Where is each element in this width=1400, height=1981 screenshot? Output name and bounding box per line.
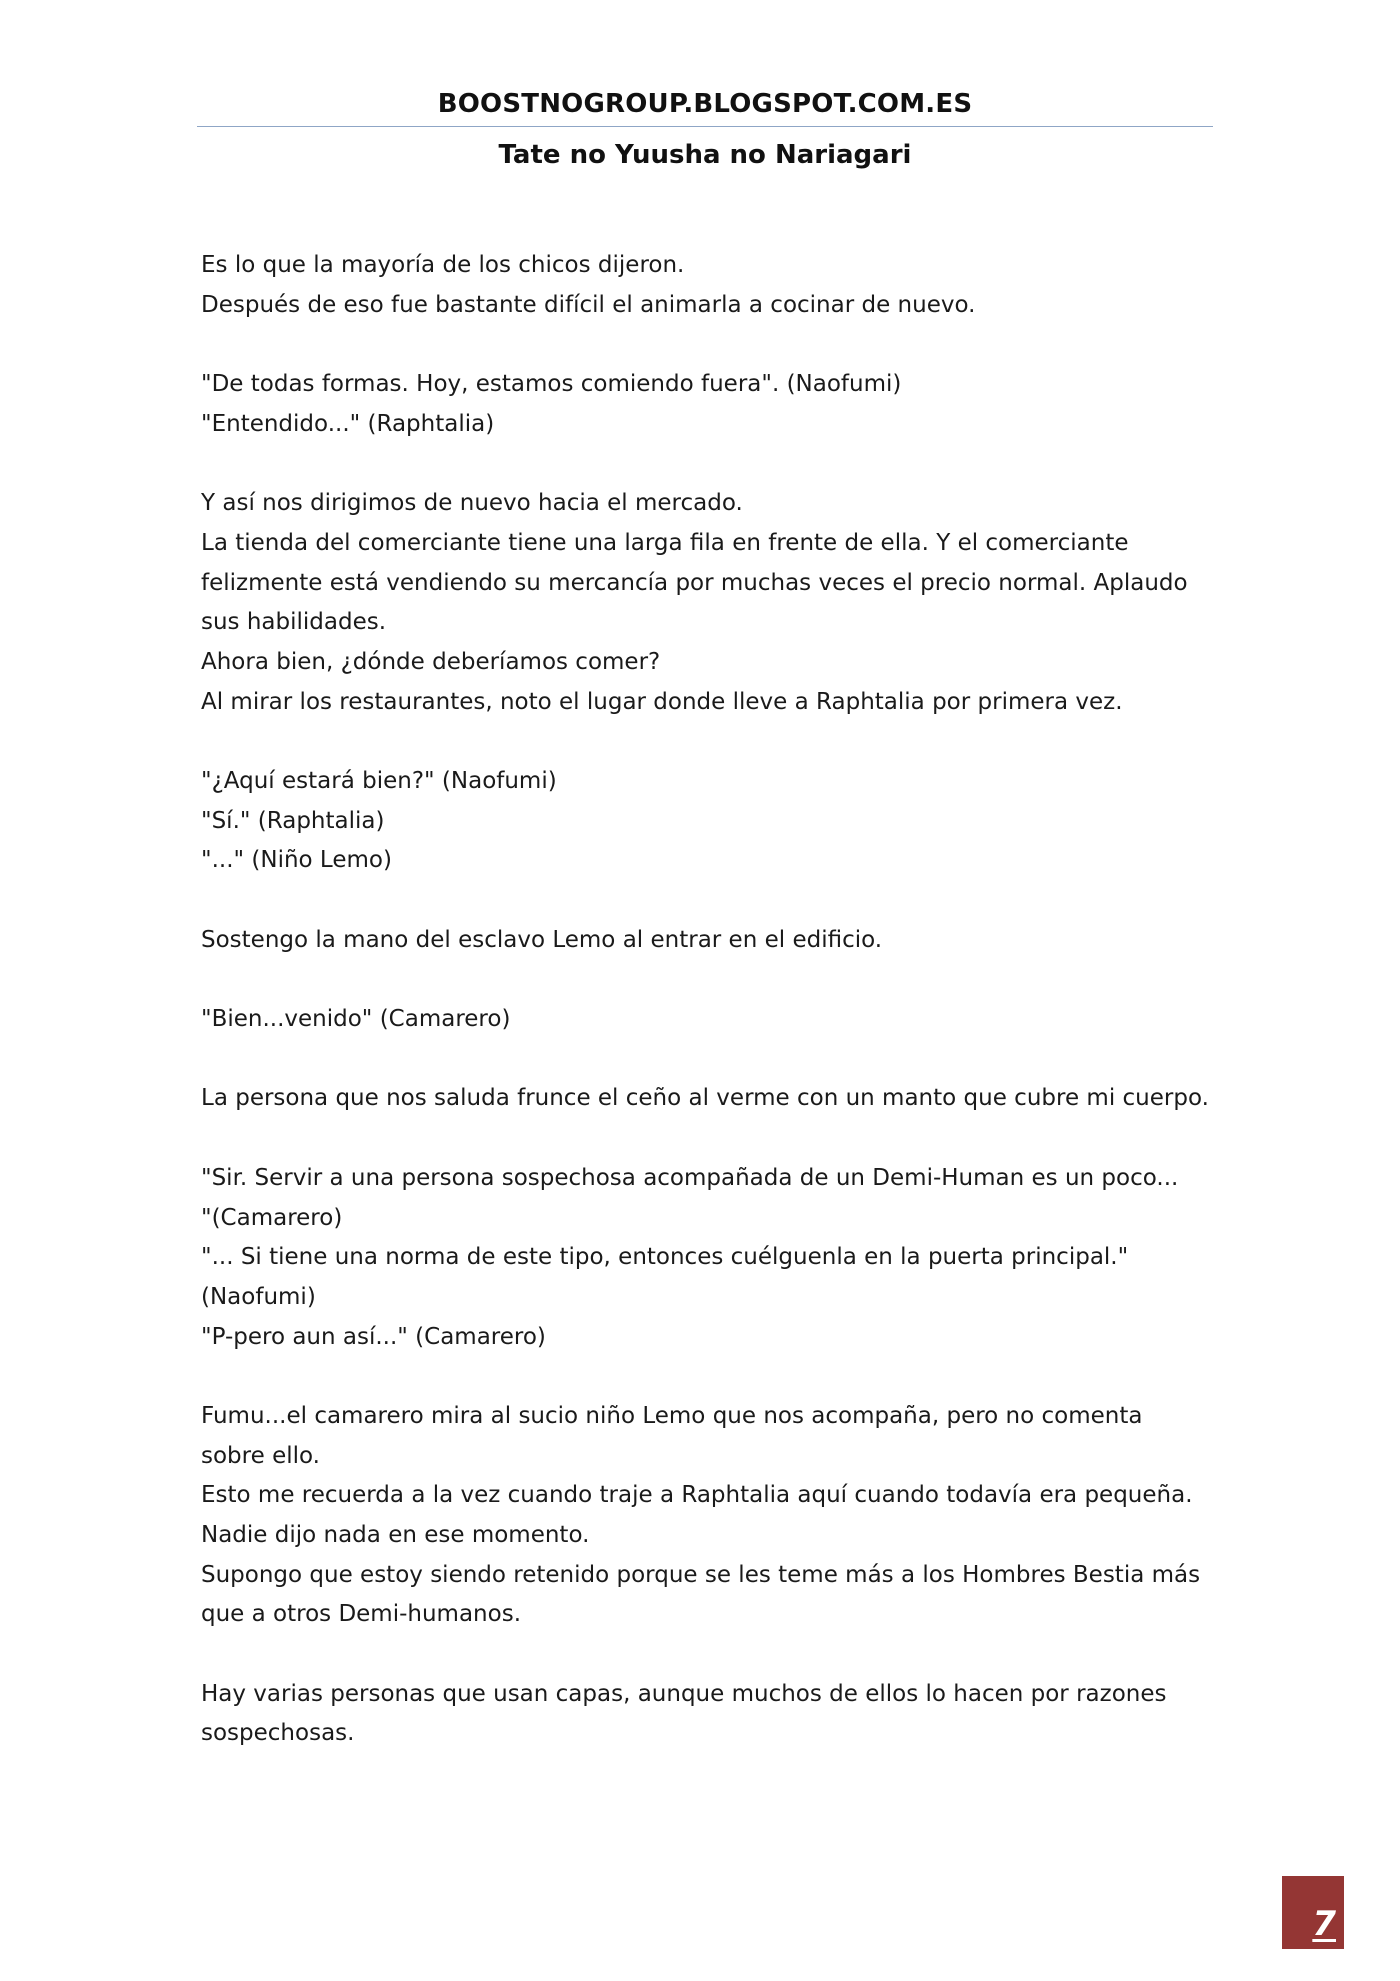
text-line: sus habilidades. [201,609,387,636]
text-line: La tienda del comerciante tiene una larga fila en frente de ella. Y el comerciante [201,529,1129,556]
page-number-badge [1282,1876,1344,1949]
body-text [201,246,1213,1754]
blank-line [201,1635,1213,1675]
header-divider [197,126,1213,127]
text-line: Esto me recuerda a la vez cuando traje a Raphtalia aquí cuando todavía era pequeña. [201,1482,1193,1509]
blank-line [201,1119,1213,1159]
text-line: Y así nos dirigimos de nuevo hacia el mercado. [201,490,743,517]
text-line: "..." (Niño Lemo) [201,847,392,874]
blank-line [201,722,1213,762]
text-line: Fumu...el camarero mira al sucio niño Lemo que nos acompaña, pero no comenta [201,1402,1143,1429]
text-line: Después de eso fue bastante difícil el animarla a cocinar de nuevo. [201,291,976,318]
page-number: 7 [1312,1904,1336,1944]
text-line: Hay varias personas que usan capas, aunque muchos de ellos lo hacen por razones [201,1680,1167,1707]
text-line: "Sir. Servir a una persona sospechosa acompañada de un Demi-Human es un poco... [201,1164,1179,1191]
text-line: sospechosas. [201,1720,355,1747]
text-line: felizmente está vendiendo su mercancía por muchas veces el precio normal. Aplaudo [201,569,1188,596]
blank-line [201,1040,1213,1080]
blank-line [201,881,1213,921]
text-line: Es lo que la mayoría de los chicos dijeron. [201,252,685,278]
document-title: Tate no Yuusha no Nariagari [498,140,912,170]
page-header [197,84,1213,175]
blank-line [201,444,1213,484]
site-title: BOOSTNOGROUP.BLOGSPOT.COM.ES [437,89,973,119]
text-line: "Entendido..." (Raphtalia) [201,410,495,437]
text-line: "Bien...venido" (Camarero) [201,1006,511,1033]
text-line: "Sí." (Raphtalia) [201,807,385,834]
blank-line [201,960,1213,1000]
text-line: "¿Aquí estará bien?" (Naofumi) [201,767,557,794]
blank-line [201,1357,1213,1397]
blank-line [201,325,1213,365]
text-line: Al mirar los restaurantes, noto el lugar donde lleve a Raphtalia por primera vez. [201,688,1123,715]
text-line: Sostengo la mano del esclavo Lemo al entrar en el edificio. [201,926,883,953]
text-line: Ahora bien, ¿dónde deberíamos comer? [201,648,661,675]
text-line: sobre ello. [201,1442,320,1469]
text-line: Supongo que estoy siendo retenido porque se les teme más a los Hombres Bestia más [201,1561,1201,1588]
text-line: "(Camarero) [201,1204,343,1231]
text-line: Nadie dijo nada en ese momento. [201,1522,590,1548]
text-line: que a otros Demi-humanos. [201,1601,522,1628]
text-line: "P-pero aun así..." (Camarero) [201,1323,546,1350]
text-line: "De todas formas. Hoy, estamos comiendo fuera". (Naofumi) [201,371,902,398]
text-line: La persona que nos saluda frunce el ceño al verme con un manto que cubre mi cuerpo. [201,1085,1209,1112]
text-line: (Naofumi) [201,1283,316,1310]
text-line: "... Si tiene una norma de este tipo, entonces cuélguenla en la puerta principal." [201,1244,1129,1271]
